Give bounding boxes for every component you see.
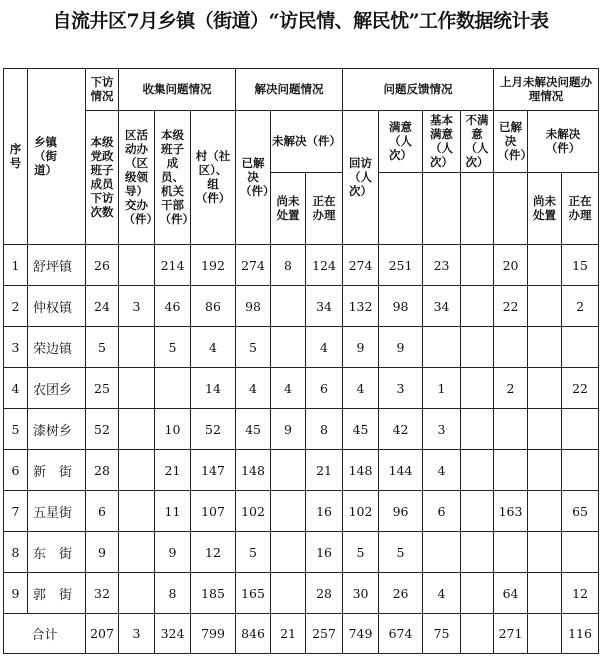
- cell-town-name: 漆树乡: [28, 409, 86, 450]
- table-row: [4, 409, 599, 450]
- header-satisfied: 满意（人次）: [379, 111, 423, 173]
- cell-solved: 165: [236, 573, 271, 614]
- cell-last-in-progress: [562, 327, 599, 368]
- cell-town: 21: [155, 450, 191, 491]
- cell-last-solved: 2: [494, 368, 528, 409]
- header-visit-group: 下访情况: [86, 69, 119, 111]
- cell-not-handled: [271, 573, 306, 614]
- cell-district: 3: [119, 286, 155, 327]
- total-cell-basic-satisfied: 75: [423, 614, 461, 654]
- cell-town: [155, 368, 191, 409]
- cell-not-handled: 9: [271, 409, 306, 450]
- table-row: [4, 368, 599, 409]
- cell-revisit: 4: [343, 368, 379, 409]
- total-row: [4, 614, 599, 654]
- table-row: [4, 573, 599, 614]
- header-feedback-group: 问题反馈情况: [343, 69, 494, 111]
- header-visit-count: 本级党政班子成员下访次数: [86, 111, 119, 245]
- total-cell-unsatisfied: [461, 614, 494, 654]
- cell-in-progress: 124: [306, 245, 343, 286]
- cell-seq: 7: [4, 491, 28, 532]
- cell-revisit: 132: [343, 286, 379, 327]
- cell-last-solved: 20: [494, 245, 528, 286]
- cell-unsatisfied: [461, 409, 494, 450]
- cell-basic-satisfied: 4: [423, 450, 461, 491]
- cell-revisit: 5: [343, 532, 379, 573]
- cell-not-handled: [271, 450, 306, 491]
- cell-basic-satisfied: 23: [423, 245, 461, 286]
- cell-town-name: 仲权镇: [28, 286, 86, 327]
- cell-last-solved: 64: [494, 573, 528, 614]
- cell-in-progress: 21: [306, 450, 343, 491]
- cell-visit: 25: [86, 368, 119, 409]
- cell-last-not-handled: [528, 491, 562, 532]
- cell-solved: 5: [236, 327, 271, 368]
- cell-satisfied: 9: [379, 327, 423, 368]
- cell-last-in-progress: 22: [562, 368, 599, 409]
- cell-district: [119, 532, 155, 573]
- header-unsolved: 未解决（件）: [271, 111, 343, 173]
- cell-unsatisfied: [461, 491, 494, 532]
- cell-seq: 3: [4, 327, 28, 368]
- total-cell-in-progress: 257: [306, 614, 343, 654]
- table-row: [4, 327, 599, 368]
- cell-district: [119, 409, 155, 450]
- cell-last-in-progress: 15: [562, 245, 599, 286]
- cell-visit: 52: [86, 409, 119, 450]
- cell-unsatisfied: [461, 532, 494, 573]
- cell-visit: 32: [86, 573, 119, 614]
- cell-unsatisfied: [461, 450, 494, 491]
- cell-revisit: 9: [343, 327, 379, 368]
- cell-basic-satisfied: 4: [423, 573, 461, 614]
- cell-solved: 98: [236, 286, 271, 327]
- cell-visit: 28: [86, 450, 119, 491]
- cell-district: [119, 450, 155, 491]
- header-last-not-handled: 尚未处置: [528, 173, 562, 245]
- cell-last-solved: [494, 450, 528, 491]
- cell-village: 4: [191, 327, 236, 368]
- total-cell-last-in-progress: 116: [562, 614, 599, 654]
- cell-solved: 274: [236, 245, 271, 286]
- page-title: 自流井区7月乡镇（街道）“访民情、解民忧”工作数据统计表: [52, 10, 549, 32]
- cell-in-progress: 8: [306, 409, 343, 450]
- cell-not-handled: [271, 327, 306, 368]
- cell-village: 107: [191, 491, 236, 532]
- cell-district: [119, 327, 155, 368]
- header-blank: [494, 173, 528, 245]
- cell-last-not-handled: [528, 286, 562, 327]
- cell-in-progress: 4: [306, 327, 343, 368]
- cell-satisfied: 3: [379, 368, 423, 409]
- cell-district: [119, 491, 155, 532]
- header-revisit: 回访（人次）: [343, 111, 379, 245]
- header-collect-district: 区活动办（区级领导）交办（件）: [119, 111, 155, 245]
- table-row: [4, 450, 599, 491]
- cell-seq: 1: [4, 245, 28, 286]
- total-cell-village: 799: [191, 614, 236, 654]
- cell-satisfied: 42: [379, 409, 423, 450]
- cell-unsatisfied: [461, 573, 494, 614]
- cell-basic-satisfied: 6: [423, 491, 461, 532]
- cell-last-not-handled: [528, 450, 562, 491]
- cell-unsatisfied: [461, 327, 494, 368]
- total-cell-last-not-handled: [528, 614, 562, 654]
- header-not-handled: 尚未处置: [271, 173, 306, 245]
- cell-town-name: 舒坪镇: [28, 245, 86, 286]
- cell-seq: 6: [4, 450, 28, 491]
- cell-last-in-progress: 65: [562, 491, 599, 532]
- cell-visit: 24: [86, 286, 119, 327]
- cell-basic-satisfied: 3: [423, 409, 461, 450]
- cell-last-not-handled: [528, 368, 562, 409]
- header-blank: [379, 173, 423, 245]
- cell-solved: 45: [236, 409, 271, 450]
- cell-solved: 5: [236, 532, 271, 573]
- cell-town: 214: [155, 245, 191, 286]
- cell-village: 14: [191, 368, 236, 409]
- cell-revisit: 102: [343, 491, 379, 532]
- cell-district: [119, 368, 155, 409]
- cell-last-not-handled: [528, 532, 562, 573]
- cell-solved: 102: [236, 491, 271, 532]
- cell-town: 5: [155, 327, 191, 368]
- cell-in-progress: 6: [306, 368, 343, 409]
- cell-last-in-progress: [562, 450, 599, 491]
- table-row: [4, 491, 599, 532]
- cell-town: 9: [155, 532, 191, 573]
- header-blank: [423, 173, 461, 245]
- cell-basic-satisfied: 34: [423, 286, 461, 327]
- cell-town-name: 东 街: [28, 532, 86, 573]
- cell-satisfied: 5: [379, 532, 423, 573]
- cell-not-handled: [271, 286, 306, 327]
- cell-last-solved: 163: [494, 491, 528, 532]
- cell-satisfied: 144: [379, 450, 423, 491]
- cell-not-handled: 4: [271, 368, 306, 409]
- cell-last-not-handled: [528, 573, 562, 614]
- cell-village: 185: [191, 573, 236, 614]
- cell-village: 12: [191, 532, 236, 573]
- header-collect-group: 收集问题情况: [119, 69, 236, 111]
- cell-village: 147: [191, 450, 236, 491]
- cell-village: 52: [191, 409, 236, 450]
- cell-last-solved: [494, 409, 528, 450]
- cell-not-handled: [271, 491, 306, 532]
- cell-town-name: 新 街: [28, 450, 86, 491]
- cell-last-not-handled: [528, 245, 562, 286]
- header-last-group: 上月未解决问题办理情况: [494, 69, 599, 111]
- cell-town-name: 农团乡: [28, 368, 86, 409]
- cell-in-progress: 16: [306, 491, 343, 532]
- cell-visit: 9: [86, 532, 119, 573]
- cell-town: 46: [155, 286, 191, 327]
- cell-solved: 148: [236, 450, 271, 491]
- cell-seq: 9: [4, 573, 28, 614]
- cell-last-in-progress: [562, 532, 599, 573]
- cell-satisfied: 98: [379, 286, 423, 327]
- cell-not-handled: [271, 532, 306, 573]
- cell-town: 8: [155, 573, 191, 614]
- cell-district: [119, 573, 155, 614]
- total-cell-visit: 207: [86, 614, 119, 654]
- total-cell-district: 3: [119, 614, 155, 654]
- cell-last-in-progress: 2: [562, 286, 599, 327]
- total-cell-revisit: 749: [343, 614, 379, 654]
- cell-last-solved: [494, 532, 528, 573]
- header-blank: [461, 173, 494, 245]
- cell-revisit: 30: [343, 573, 379, 614]
- cell-town: 10: [155, 409, 191, 450]
- header-last-solved: 已解决（件）: [494, 111, 528, 173]
- cell-last-solved: 22: [494, 286, 528, 327]
- cell-basic-satisfied: [423, 532, 461, 573]
- header-town: 乡镇（街道）: [28, 69, 86, 245]
- header-basic-satisfied: 基本满意（人次）: [423, 111, 461, 173]
- cell-seq: 2: [4, 286, 28, 327]
- header-solve-group: 解决问题情况: [236, 69, 343, 111]
- header-row-2: [4, 111, 599, 173]
- cell-seq: 4: [4, 368, 28, 409]
- header-in-progress: 正在办理: [306, 173, 343, 245]
- cell-visit: 6: [86, 491, 119, 532]
- cell-last-solved: [494, 327, 528, 368]
- cell-solved: 4: [236, 368, 271, 409]
- cell-unsatisfied: [461, 368, 494, 409]
- cell-town-name: 荣边镇: [28, 327, 86, 368]
- header-last-unsolved: 未解决（件）: [528, 111, 599, 173]
- cell-in-progress: 34: [306, 286, 343, 327]
- statistics-table: [3, 68, 599, 654]
- cell-last-in-progress: [562, 409, 599, 450]
- table-row: [4, 532, 599, 573]
- cell-village: 86: [191, 286, 236, 327]
- cell-district: [119, 245, 155, 286]
- cell-basic-satisfied: 1: [423, 368, 461, 409]
- total-cell-satisfied: 674: [379, 614, 423, 654]
- cell-seq: 5: [4, 409, 28, 450]
- cell-last-not-handled: [528, 327, 562, 368]
- header-seq: 序号: [4, 69, 28, 245]
- cell-revisit: 45: [343, 409, 379, 450]
- header-row-1: [4, 69, 599, 111]
- cell-basic-satisfied: [423, 327, 461, 368]
- cell-town: 11: [155, 491, 191, 532]
- cell-town-name: 五星街: [28, 491, 86, 532]
- cell-revisit: 274: [343, 245, 379, 286]
- total-cell-not-handled: 21: [271, 614, 306, 654]
- cell-satisfied: 96: [379, 491, 423, 532]
- cell-visit: 5: [86, 327, 119, 368]
- cell-satisfied: 251: [379, 245, 423, 286]
- cell-satisfied: 26: [379, 573, 423, 614]
- table-row: [4, 245, 599, 286]
- header-collect-town: 本级班子成员、机关干部（件）: [155, 111, 191, 245]
- cell-unsatisfied: [461, 245, 494, 286]
- header-unsatisfied: 不满意（人次）: [461, 111, 494, 173]
- cell-last-not-handled: [528, 409, 562, 450]
- cell-unsatisfied: [461, 286, 494, 327]
- cell-in-progress: 28: [306, 573, 343, 614]
- cell-seq: 8: [4, 532, 28, 573]
- total-cell-town: 324: [155, 614, 191, 654]
- cell-town-name: 郭 街: [28, 573, 86, 614]
- cell-revisit: 148: [343, 450, 379, 491]
- total-cell-solved: 846: [236, 614, 271, 654]
- cell-not-handled: 8: [271, 245, 306, 286]
- total-cell-last-solved: 271: [494, 614, 528, 654]
- header-last-in-progress: 正在办理: [562, 173, 599, 245]
- cell-in-progress: 16: [306, 532, 343, 573]
- total-label: 合计: [4, 614, 86, 654]
- cell-last-in-progress: 12: [562, 573, 599, 614]
- header-solved: 已解决（件）: [236, 111, 271, 245]
- cell-visit: 26: [86, 245, 119, 286]
- cell-village: 192: [191, 245, 236, 286]
- table-row: [4, 286, 599, 327]
- header-collect-village: 村（社区）、组（件）: [191, 111, 236, 245]
